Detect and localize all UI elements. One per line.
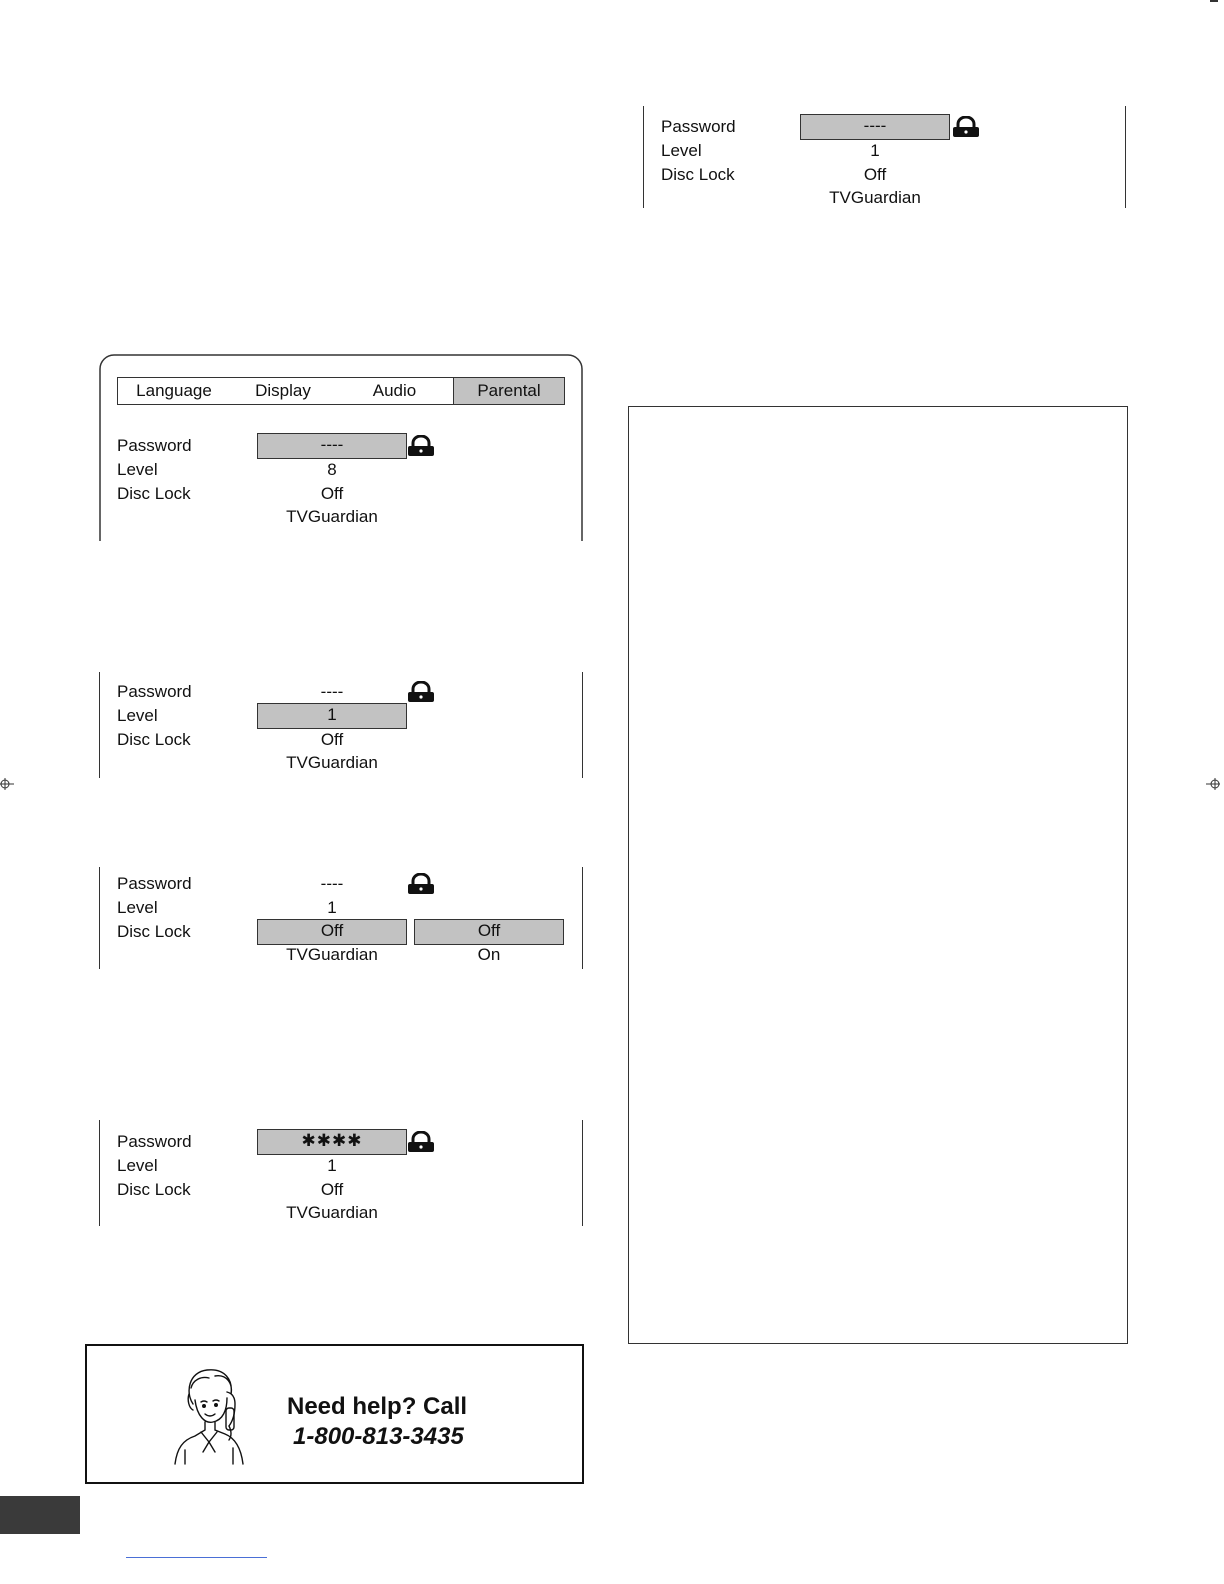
help-box: [85, 1344, 584, 1484]
tab-parental[interactable]: Parental: [453, 378, 564, 404]
level-label: Level: [117, 1156, 158, 1175]
level-value[interactable]: 1: [870, 141, 880, 160]
disclock-value[interactable]: Off: [863, 165, 887, 184]
disclock-label: Disc Lock: [117, 922, 191, 941]
disclock-option-on[interactable]: On: [477, 945, 501, 964]
password-label: Password: [117, 1132, 192, 1151]
tab-audio[interactable]: Audio: [372, 381, 417, 400]
tvguardian-label[interactable]: TVGuardian: [286, 1203, 378, 1222]
password-field[interactable]: ----: [257, 433, 407, 459]
crop-mark: [1210, 0, 1218, 2]
lock-icon: [952, 116, 980, 138]
disclock-field[interactable]: Off: [257, 919, 407, 945]
lock-icon: [407, 1131, 435, 1153]
level-label: Level: [117, 460, 158, 479]
password-label: Password: [117, 436, 192, 455]
tab-display[interactable]: Display: [255, 381, 311, 400]
registration-mark-icon: [0, 777, 14, 791]
lock-icon: [407, 873, 435, 895]
disclock-label: Disc Lock: [661, 165, 735, 184]
password-field[interactable]: ----: [800, 114, 950, 140]
disclock-label: Disc Lock: [117, 1180, 191, 1199]
page-tab: [0, 1496, 80, 1534]
level-label: Level: [661, 141, 702, 160]
password-value[interactable]: ----: [320, 874, 344, 893]
lock-icon: [407, 435, 435, 457]
password-field[interactable]: ✱✱✱✱: [257, 1129, 407, 1155]
level-field[interactable]: 1: [257, 703, 407, 729]
lock-icon: [407, 681, 435, 703]
level-value[interactable]: 8: [327, 460, 337, 479]
level-label: Level: [117, 706, 158, 725]
tab-language[interactable]: Language: [136, 381, 212, 400]
notes-box: [628, 406, 1128, 1344]
disclock-label: Disc Lock: [117, 484, 191, 503]
level-value[interactable]: 1: [327, 1156, 337, 1175]
disclock-value[interactable]: Off: [320, 1180, 344, 1199]
tvguardian-label[interactable]: TVGuardian: [286, 507, 378, 526]
footer-link-line: [126, 1557, 267, 1558]
registration-mark-icon: [1206, 777, 1220, 791]
menu-tabs: [117, 377, 565, 405]
disclock-value[interactable]: Off: [320, 484, 344, 503]
password-label: Password: [117, 874, 192, 893]
tvguardian-label[interactable]: TVGuardian: [286, 945, 378, 964]
password-label: Password: [117, 682, 192, 701]
password-value[interactable]: ----: [320, 682, 344, 701]
password-label: Password: [661, 117, 736, 136]
tvguardian-label[interactable]: TVGuardian: [829, 188, 921, 207]
help-phone[interactable]: 1-800-813-3435: [293, 1423, 464, 1450]
phone-operator-illustration: [171, 1364, 251, 1468]
disclock-label: Disc Lock: [117, 730, 191, 749]
level-value[interactable]: 1: [327, 898, 337, 917]
level-label: Level: [117, 898, 158, 917]
disclock-value[interactable]: Off: [320, 730, 344, 749]
help-text: Need help? Call: [287, 1393, 468, 1420]
disclock-option-off[interactable]: Off: [414, 919, 564, 945]
tvguardian-label[interactable]: TVGuardian: [286, 753, 378, 772]
